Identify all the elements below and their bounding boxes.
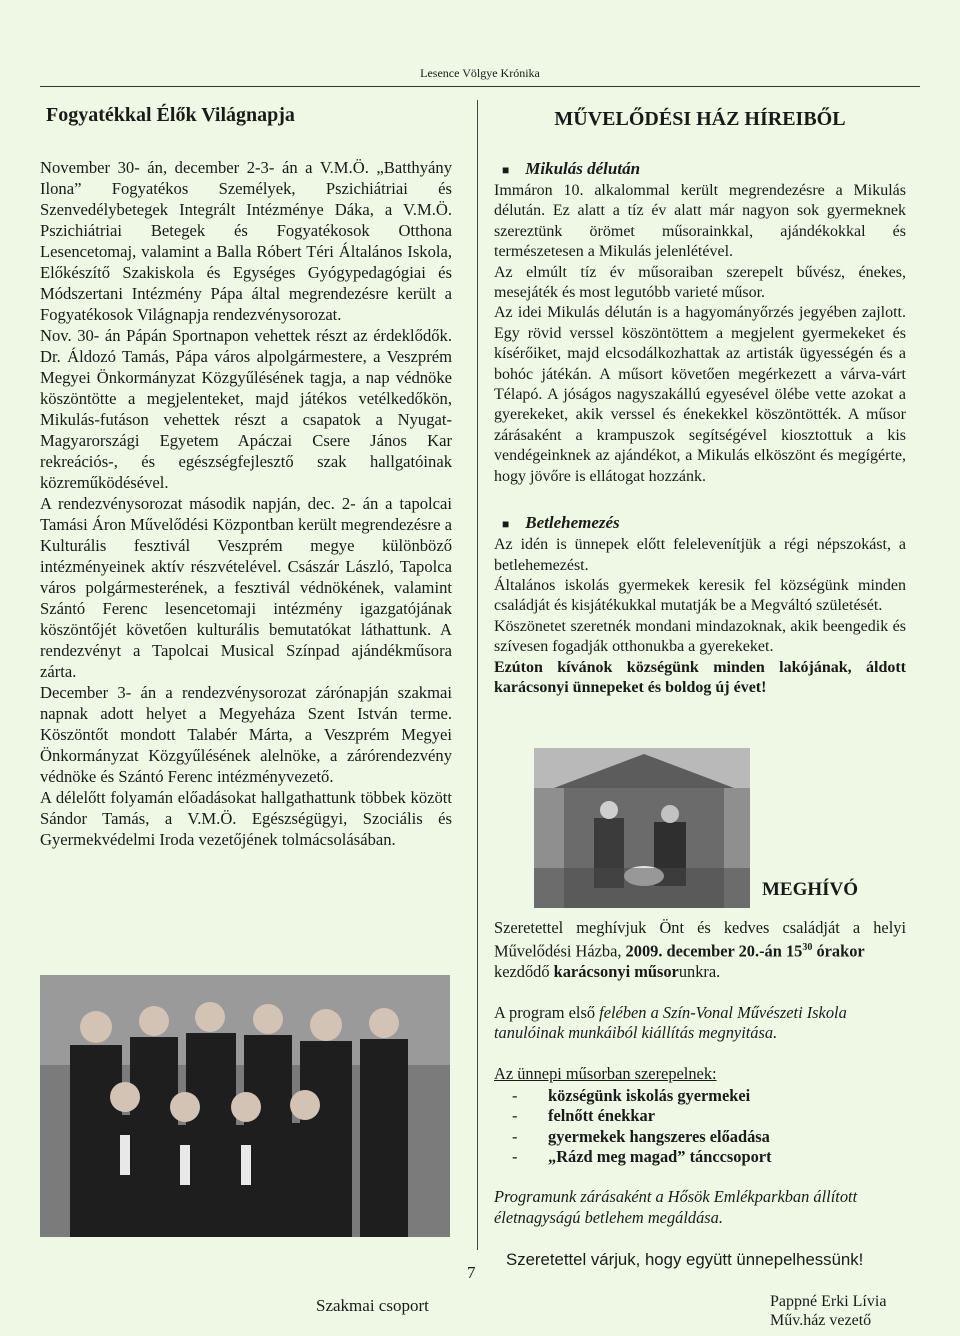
program-intro-italic: felében a Szín-Vonal Művészeti Iskola tanulóinak munkáiból kiállítás megnyitása.	[494, 1002, 847, 1043]
page-number: 7	[467, 1263, 476, 1282]
program-item: - felnőtt énekkar	[512, 1106, 655, 1126]
invite-event: karácsonyi műsor	[553, 962, 679, 982]
invite-text-2: kezdődő	[494, 962, 554, 982]
left-paragraph-5: A délelőtt folyamán előadásokat hallgathattunk többek között Sándor Tamás, a V.M.Ö. Egészségügyi, Szociális és Gyermekvédelmi Iroda vezetőjének tolmácsolásában.	[40, 788, 452, 849]
betlehem-paragraph-3: Köszönetet szeretnék mondani mindazoknak, akik beengedik és szívesen fogadják otthonukba a gyerekeket.	[494, 617, 906, 656]
signature-name: Pappné Erki Lívia	[770, 1293, 887, 1310]
program-intro	[494, 1003, 906, 1044]
closing-note: Programunk zárásaként a Hősök Emlékparkban állított életnagyságú betlehem megáldása.	[494, 1186, 858, 1227]
program-item: - községünk iskolás gyermekei	[512, 1085, 751, 1105]
mikulas-heading-text: Mikulás délután	[525, 159, 641, 178]
invitation-title: MEGHÍVÓ	[762, 879, 859, 900]
left-paragraph-3: A rendezvénysorozat második napján, dec. 2- án a tapolcai Tamási Áron Művelődési Központban került megrendezésre a Kulturális fesztivál Veszprém megye különböző intézményeinek aktív részvételével. Császár László, Tapolca város polgármesterének, a fesztivál védnökének, valamint Szántó Ferenc lesencetomaji intézmény igazgatójának köszöntőjét követően kulturális bemutatókat láthattunk. A rendezvényt a Tapolcai Musical Színpad ajándékműsora zárta.	[40, 494, 452, 681]
mikulas-paragraph-2: Az elmúlt tíz év műsoraiban szerepelt bűvész, énekes, mesejáték és most legutóbb varieté műsor.	[494, 263, 906, 302]
program-list	[494, 1086, 906, 1168]
invite-text-3: unkra.	[678, 962, 721, 982]
invite-text-1: Szeretettel meghívjuk Önt és kedves családját a helyi Művelődési Házba,	[494, 918, 906, 961]
mikulas-heading	[502, 159, 906, 179]
invitation-block	[494, 918, 906, 1228]
left-column	[40, 100, 452, 850]
invite-line-2	[494, 962, 906, 982]
left-paragraph-2: Nov. 30- án Pápán Sportnapon vehettek részt az érdeklődők. Dr. Áldozó Tamás, Pápa város alpolgármestere, a Veszprém Megyei Önkormányzat Közgyűlésének tagja, a nap védnöke köszöntötte a megjelenteket, majd játékos vetélkedőkön, Mikulás-futáson vehettek részt a csapatok a Nyugat-Magyarországi Egyetem Apáczai Csere János Kar rekreációs-, és egészségfejlesztő szak hallgatóinak közreműködésével.	[40, 326, 452, 492]
nativity-painting	[534, 748, 750, 908]
right-signature	[770, 1292, 886, 1330]
bullet-icon: ■	[502, 516, 510, 531]
bullet-icon: ■	[502, 162, 510, 177]
program-item-text: gyermekek hangszeres előadása	[548, 1126, 770, 1146]
left-signature: Szakmai csoport	[316, 1296, 429, 1315]
program-item: - gyermekek hangszeres előadása	[512, 1126, 770, 1146]
right-column	[494, 100, 906, 698]
program-intro-text: A program első	[494, 1002, 600, 1022]
choir-photo-image	[40, 975, 450, 1237]
header-rule	[40, 86, 920, 87]
left-article-title: Fogyatékkal Élők Világnapja	[46, 104, 295, 126]
invite-time-minutes: 30	[802, 942, 813, 954]
mikulas-paragraph-3: Az idei Mikulás délután is a hagyományőrzés jegyében zajlott. Egy rövid verssel köszöntöttem a megjelent gyermekeket és kísérőiket, majd elcsodálkozhattak az artisták ügyességén és a bohóc játékán. A műsort követően megérkezett a várva-várt Télapó. A jóságos nagyszakállú egyesével ölébe vette azokat a gyerekeket, akik verssel és énekekkel köszöntötték. A műsor zárásaként a krampuszok segítségével kiosztottuk a kis vendégeinknek az ajándékot, a Mikulás elköszönt és megígérte, hogy jövőre is ellátogat hozzánk.	[494, 304, 906, 485]
program-item-text: községünk iskolás gyermekei	[548, 1085, 751, 1105]
nativity-image	[534, 748, 750, 908]
closing-greeting: Szeretettel várjuk, hogy együtt ünnepelhessünk!	[506, 1250, 864, 1269]
column-divider	[477, 100, 478, 1250]
left-paragraph-1: November 30- án, december 2-3- án a V.M.Ö. „Batthyány Ilona” Fogyatékos Személyek, Pszichiátriai és Szenvedélybetegek Integrált Intézménye Dáka, a V.M.Ö. Pszichiátriai Betegek és Fogyatékosok Otthona Lesencetomaj, valamint a Balla Róbert Téri Általános Iskola, Előkészítő Szakiskola és Egységes Gyógypedagógiai és Módszertani Intézmény Pápa által megrendezésre került a Fogyatékosok Világnapja rendezvénysorozat.	[40, 158, 452, 324]
left-paragraph-4: December 3- án a rendezvénysorozat zárónapján szakmai napnak adott helyet a Megyeháza Szent István terme. Köszöntőt mondott Talabér Márta, a Veszprém Megyei Önkormányzat Közgyűlésének alelnöke, a zárórendezvény védnöke és Szántó Ferenc intézményvezető.	[40, 683, 452, 786]
invite-date: 2009. december 20.-án 15	[625, 941, 803, 961]
invite-time-suffix: órakor	[812, 941, 865, 961]
choir-photo	[40, 975, 450, 1237]
invitation-paragraph	[494, 918, 906, 983]
program-item-text: felnőtt énekkar	[548, 1106, 655, 1126]
betlehemezes-heading-text: Betlehemezés	[525, 513, 620, 533]
betlehem-paragraph-2: Általános iskolás gyermekek keresik fel községünk minden családját és kisjátékukkal mutatják be a Megváltó születését.	[494, 576, 906, 615]
betlehem-paragraph-1: Az idén is ünnepek előtt felelevenítjük a régi népszokást, a betlehemezést.	[494, 536, 906, 574]
program-item-text: „Rázd meg magad” tánccsoport	[548, 1147, 772, 1167]
program-list-title: Az ünnepi műsorban szerepelnek:	[494, 1063, 717, 1083]
mikulas-paragraph-1: Immáron 10. alkalommal került megrendezésre a Mikulás délután. Ez alatt a tíz év alatt már nagyon sok gyermeknek szereztünk örömet műsorainkkal, ajándékokkal és természetesen a Mikulás jelenlétével.	[494, 182, 906, 261]
christmas-wish: Ezúton kívánok községünk minden lakójának, áldott karácsonyi ünnepeket és boldog új évet!	[494, 658, 906, 696]
program-item: - „Rázd meg magad” tánccsoport	[512, 1147, 772, 1167]
signature-role: Műv.ház vezető	[770, 1312, 872, 1329]
right-section-title: MŰVELŐDÉSI HÁZ HÍREIBŐL	[554, 108, 846, 130]
page-header: Lesence Völgye Krónika	[420, 66, 540, 80]
betlehemezes-heading	[502, 513, 906, 533]
